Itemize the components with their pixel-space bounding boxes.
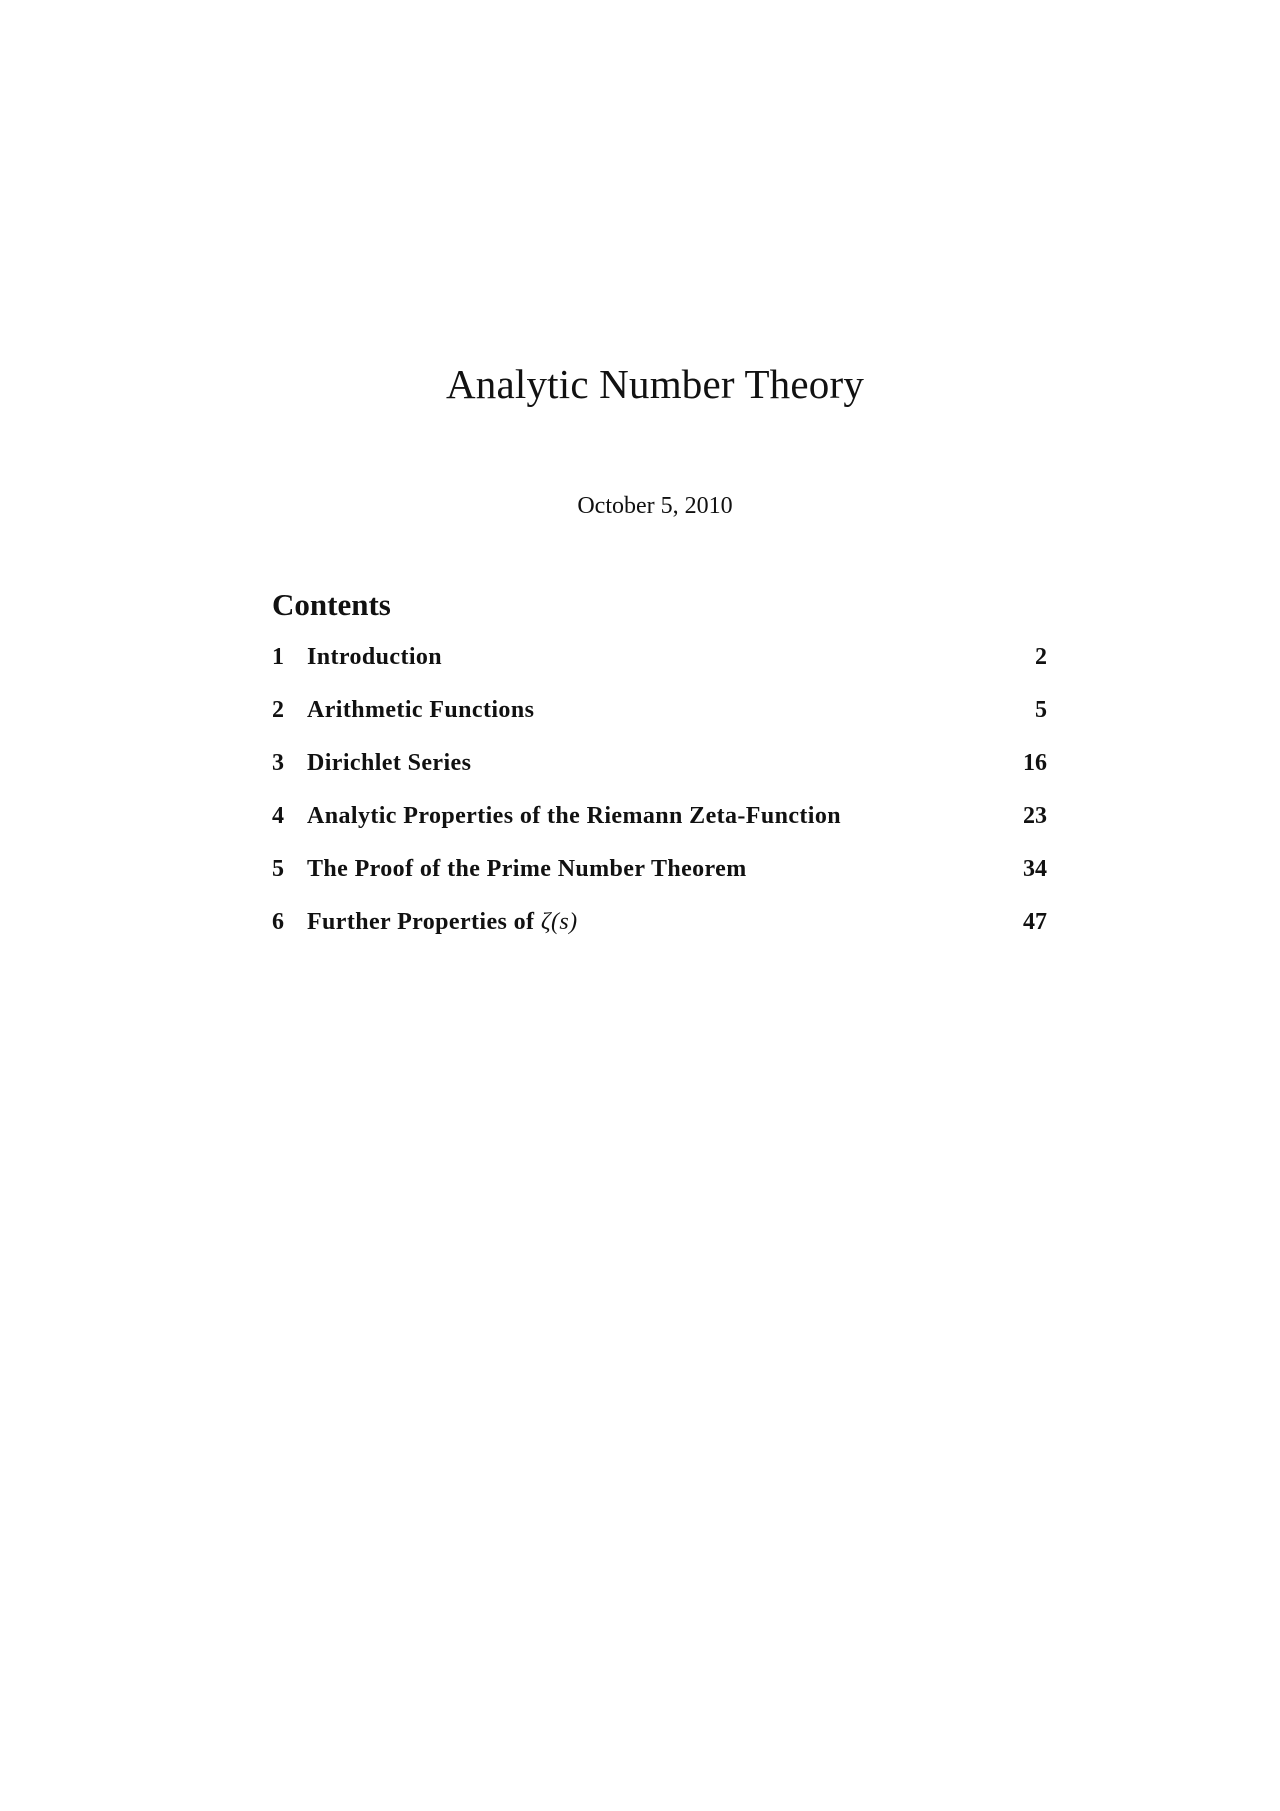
toc-entry-title xyxy=(307,909,1023,936)
toc-entry-page: 5 xyxy=(1035,697,1047,723)
zeta-function-symbol: ζ(s) xyxy=(540,909,578,935)
toc-entry-title: The Proof of the Prime Number Theorem xyxy=(307,856,747,882)
toc-entry-page: 16 xyxy=(1023,750,1047,776)
toc-entry-page: 47 xyxy=(1023,909,1047,935)
toc-entry-page: 23 xyxy=(1023,803,1047,829)
toc-entry-title: Dirichlet Series xyxy=(307,750,472,776)
toc-entry-number: 5 xyxy=(272,856,284,882)
toc-heading: Contents xyxy=(272,587,391,622)
toc-entry-further-properties[interactable] xyxy=(272,909,1047,962)
toc-entry-number: 6 xyxy=(272,909,284,935)
table-of-contents xyxy=(272,644,1047,962)
toc-entry-title: Arithmetic Functions xyxy=(307,697,535,723)
toc-entry-page: 34 xyxy=(1023,856,1047,882)
toc-entry-number: 2 xyxy=(272,697,284,723)
document-title: Analytic Number Theory xyxy=(445,361,865,407)
toc-entry-zeta-properties[interactable] xyxy=(272,803,1047,856)
toc-entry-introduction[interactable] xyxy=(272,644,1047,697)
toc-entry-number: 3 xyxy=(272,750,284,776)
toc-entry-page: 2 xyxy=(1035,644,1047,670)
toc-entry-number: 4 xyxy=(272,803,284,829)
toc-entry-title-text: Further Properties of xyxy=(307,909,541,935)
toc-entry-title: Analytic Properties of the Riemann Zeta-Function xyxy=(307,803,842,829)
document-date: October 5, 2010 xyxy=(577,493,733,519)
toc-entry-dirichlet-series[interactable] xyxy=(272,750,1047,803)
toc-entry-prime-number-theorem[interactable] xyxy=(272,856,1047,909)
toc-entry-arithmetic-functions[interactable] xyxy=(272,697,1047,750)
toc-entry-title: Introduction xyxy=(307,644,443,670)
toc-entry-number: 1 xyxy=(272,644,284,670)
